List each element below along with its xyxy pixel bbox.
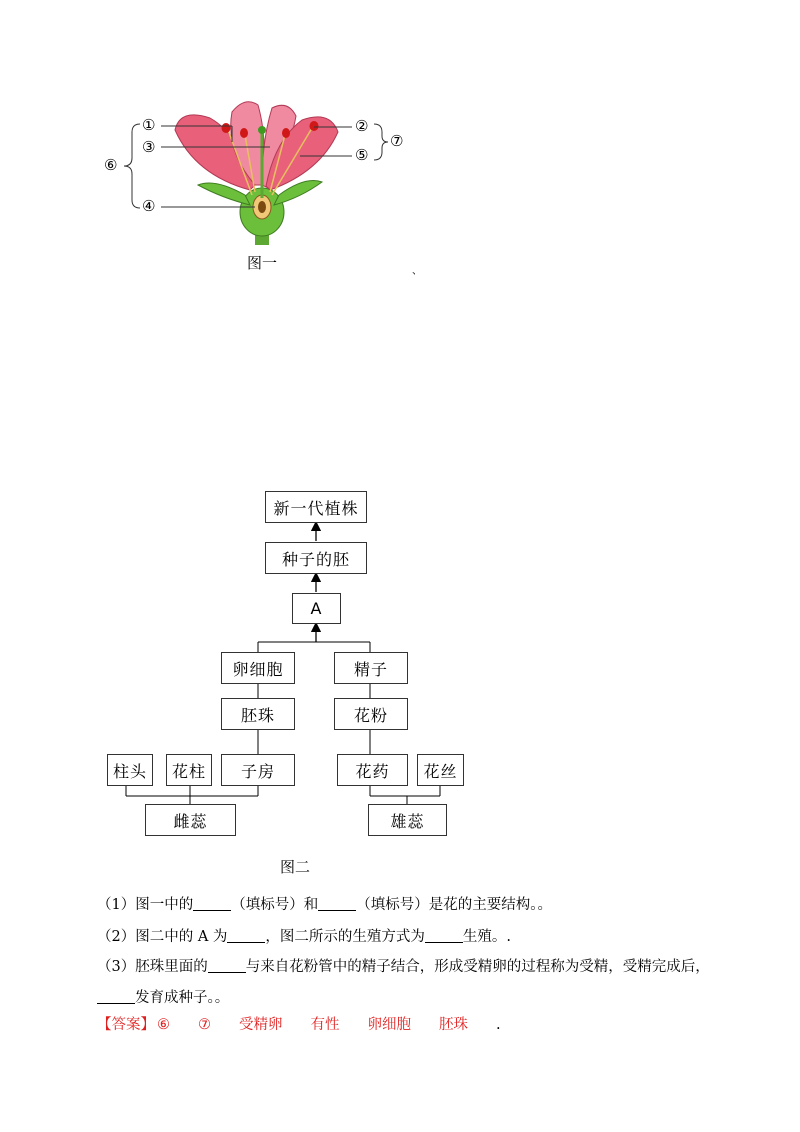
blank-2a[interactable]	[227, 928, 265, 943]
blank-1a[interactable]	[193, 896, 231, 911]
stray-mark: 、	[412, 266, 422, 277]
question-1: （1）图一中的 （填标号）和 （填标号）是花的主要结构。。	[97, 897, 552, 913]
answer-item-3: 受精卵	[239, 1017, 283, 1033]
question-3-continued: 发育成种子。。	[97, 986, 229, 1007]
answer-item-6: 胚珠	[439, 1017, 468, 1033]
answer-item-4: 有性	[310, 1017, 340, 1033]
label-7: ⑦	[390, 132, 404, 150]
label-1: ①	[142, 116, 156, 134]
box-anther: 花药	[337, 754, 408, 786]
blank-3b[interactable]	[97, 989, 135, 1004]
label-2: ②	[355, 117, 369, 135]
answer-line	[97, 1013, 501, 1034]
box-ovary: 子房	[221, 754, 295, 786]
blank-1b[interactable]	[318, 896, 356, 911]
box-pistil: 雌蕊	[145, 804, 236, 836]
box-style: 花柱	[166, 754, 212, 786]
label-6: ⑥	[104, 156, 118, 174]
answer-end: .	[496, 1017, 501, 1033]
box-filament: 花丝	[417, 754, 464, 786]
answer-label: 【答案】	[97, 1017, 155, 1033]
label-5: ⑤	[355, 146, 369, 164]
blank-2b[interactable]	[425, 928, 463, 943]
label-4: ④	[142, 197, 156, 215]
box-stamen: 雄蕊	[368, 804, 447, 836]
blank-3a[interactable]	[208, 958, 246, 973]
box-stigma: 柱头	[107, 754, 153, 786]
box-seed-embryo: 种子的胚	[265, 542, 367, 574]
question-2: （2）图二中的 A 为 ，图二所示的生殖方式为 生殖。.	[97, 929, 512, 945]
box-a: A	[292, 593, 341, 624]
box-new-plant: 新一代植株	[265, 491, 367, 523]
figure2-caption: 图二	[280, 858, 311, 876]
box-sperm: 精子	[334, 652, 408, 684]
box-egg-cell: 卵细胞	[221, 652, 295, 684]
answer-item-2: ⑦	[198, 1017, 211, 1033]
box-ovule: 胚珠	[221, 698, 295, 730]
figure1-caption: 图一	[247, 254, 278, 272]
box-pollen: 花粉	[334, 698, 408, 730]
label-3: ③	[142, 138, 156, 156]
question-3: （3）胚珠里面的 与来自花粉管中的精子结合，形成受精卵的过程称为受精，受精完成后，	[97, 959, 710, 975]
answer-item-1: ⑥	[157, 1017, 170, 1033]
answer-item-5: 卵细胞	[367, 1017, 411, 1033]
